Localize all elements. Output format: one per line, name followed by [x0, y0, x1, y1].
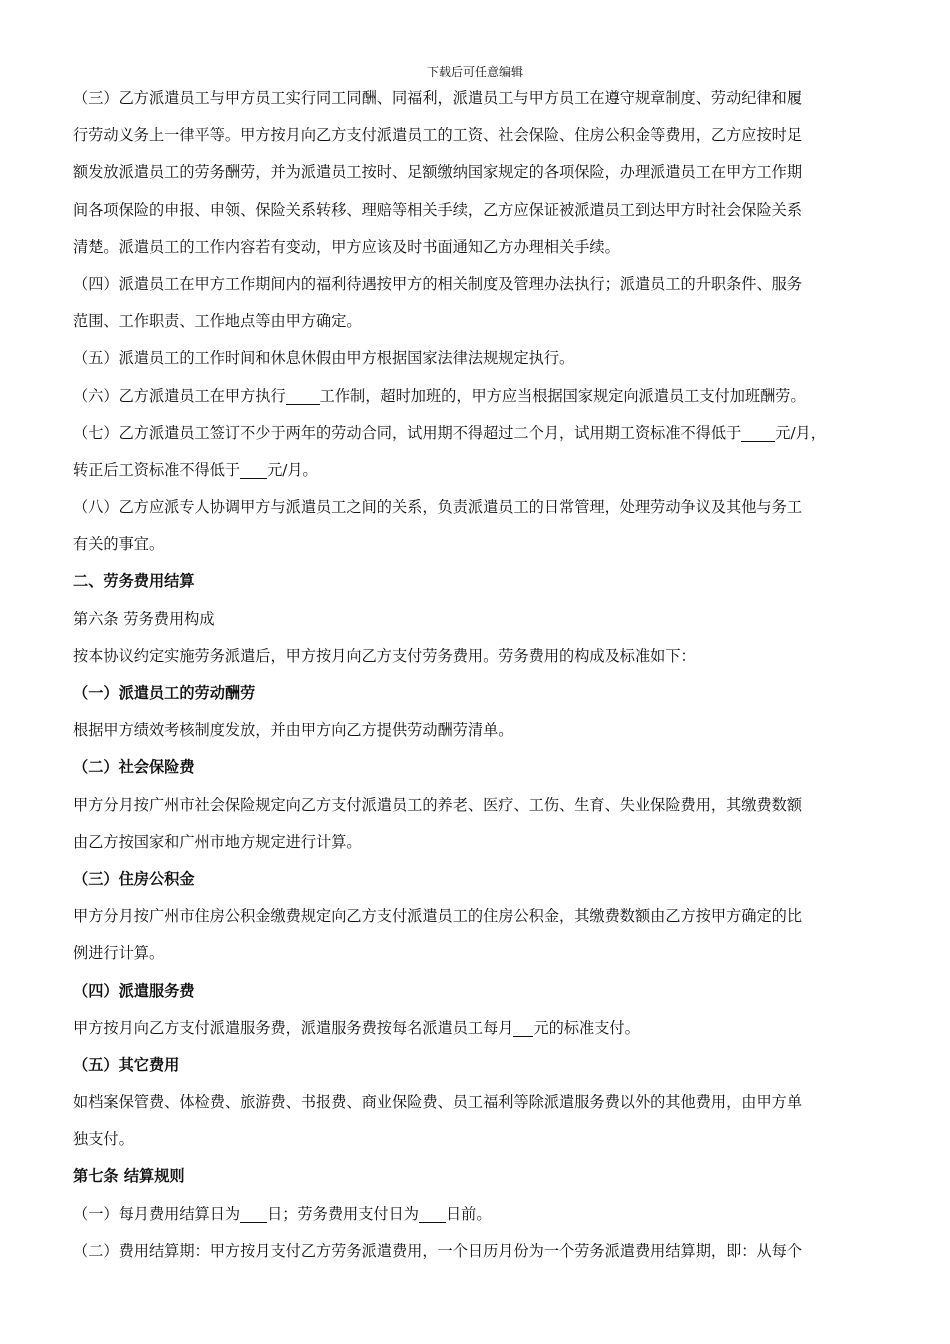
housing-fund-text-1: 甲方分月按广州市住房公积金缴费规定向乙方支付派遣员工的住房公积金，其缴费数额由乙方按甲方确定的比 [73, 907, 802, 926]
para-3-line-4: 间各项保险的申报、申领、保险关系转移、理赔等相关手续，乙方应保证被派遣员工到达甲方时社会保险关系 [73, 200, 802, 219]
para-5: （五）派遣员工的工作时间和休息休假由甲方根据国家法律法规规定执行。 [73, 349, 575, 368]
probation-wage-blank [741, 419, 775, 442]
settlement-period-text: （二）费用结算期：甲方按月支付乙方劳务派遣费用，一个日历月份为一个劳务派遣费用结算期，即：从每个 [73, 1241, 802, 1260]
para-8-line-2: 有关的事宜。 [73, 535, 165, 554]
para-7-line-1 [73, 415, 893, 452]
para-3-line-1: （三）乙方派遣员工与甲方员工实行同工同酬、同福利，派遣员工与甲方员工在遵守规章制度、劳动纪律和履 [73, 89, 802, 107]
social-insurance-text-1: 甲方分月按广州市社会保险规定向乙方支付派遣员工的养老、医疗、工伤、生育、失业保险费用，其缴费数额 [73, 795, 802, 814]
para-6-text-b: 工作制，超时加班的，甲方应当根据国家规定向派遣员工支付加班酬劳。 [319, 386, 806, 405]
labor-pay-text: 根据甲方绩效考核制度发放，并由甲方向乙方提供劳动酬劳清单。 [73, 721, 514, 740]
subheading-social-insurance: （二）社会保险费 [73, 758, 195, 777]
service-fee-text-a: 甲方按月向乙方支付派遣服务费，派遣服务费按每名派遣员工每月 [73, 1018, 514, 1037]
subheading-housing-fund: （三）住房公积金 [73, 869, 195, 888]
service-fee-text-b: 元的标准支付。 [533, 1018, 640, 1037]
regular-wage-blank [240, 456, 267, 479]
para-7-text-d: 元/月。 [267, 460, 318, 479]
other-fees-text-2: 独支付。 [73, 1130, 134, 1149]
para-7-text-a: （七）乙方派遣员工签订不少于两年的劳动合同，试用期不得超过二个月，试用期工资标准不得低于 [73, 423, 742, 442]
para-7-text-b: 元/月， [775, 423, 826, 442]
para-7-line-2 [73, 452, 893, 489]
para-3-line-5: 清楚。派遣员工的工作内容若有变动，甲方应该及时书面通知乙方办理相关手续。 [73, 237, 620, 256]
article-6-title: 第六条 劳务费用构成 [73, 609, 215, 628]
subheading-labor-pay: （一）派遣员工的劳动酬劳 [73, 684, 256, 702]
settlement-text-c: 日前。 [445, 1204, 492, 1223]
work-system-blank [286, 382, 320, 405]
subheading-other-fees: （五）其它费用 [73, 1055, 180, 1074]
settlement-dates [73, 1196, 893, 1233]
other-fees-text-1: 如档案保管费、体检费、旅游费、书报费、商业保险费、员工福利等除派遣服务费以外的其他费用，由甲方单 [73, 1093, 802, 1112]
article-7-title: 第七条 结算规则 [73, 1167, 185, 1186]
para-3-line-3: 额发放派遣员工的劳务酬劳，并为派遣员工按时、足额缴纳国家规定的各项保险，办理派遣员工在甲方工作期 [73, 163, 802, 182]
para-4-line-2: 范围、工作职责、工作地点等由甲方确定。 [73, 312, 362, 331]
subheading-service-fee: （四）派遣服务费 [73, 981, 195, 1000]
para-6-text-a: （六）乙方派遣员工在甲方执行 [73, 386, 286, 405]
housing-fund-text-2: 例进行计算。 [73, 944, 165, 963]
para-4-line-1: （四）派遣员工在甲方工作期间内的福利待遇按甲方的相关制度及管理办法执行；派遣员工的升职条件、服务 [73, 274, 802, 293]
document-body [73, 80, 893, 1270]
para-8-line-1: （八）乙方应派专人协调甲方与派遣员工之间的关系，负责派遣员工的日常管理，处理劳动争议及其他与务工 [73, 498, 802, 517]
service-fee-text [73, 1010, 893, 1047]
payment-day-blank [419, 1200, 446, 1223]
service-fee-blank [513, 1014, 533, 1037]
para-6 [73, 378, 893, 415]
para-7-text-c: 转正后工资标准不得低于 [73, 460, 241, 479]
section-heading-fee-settlement: 二、劳务费用结算 [73, 572, 195, 591]
settlement-text-a: （一）每月费用结算日为 [73, 1204, 241, 1223]
settlement-day-blank [240, 1200, 267, 1223]
para-3-line-2: 行劳动义务上一律平等。甲方按月向乙方支付派遣员工的工资、社会保险、住房公积金等费用，乙方应按时足 [73, 126, 802, 145]
social-insurance-text-2: 由乙方按国家和广州市地方规定进行计算。 [73, 832, 362, 851]
page-header-note: 下载后可任意编辑 [426, 65, 523, 79]
article-6-intro: 按本协议约定实施劳务派遣后，甲方按月向乙方支付劳务费用。劳务费用的构成及标准如下： [73, 646, 696, 665]
settlement-text-b: 日；劳务费用支付日为 [267, 1204, 419, 1223]
